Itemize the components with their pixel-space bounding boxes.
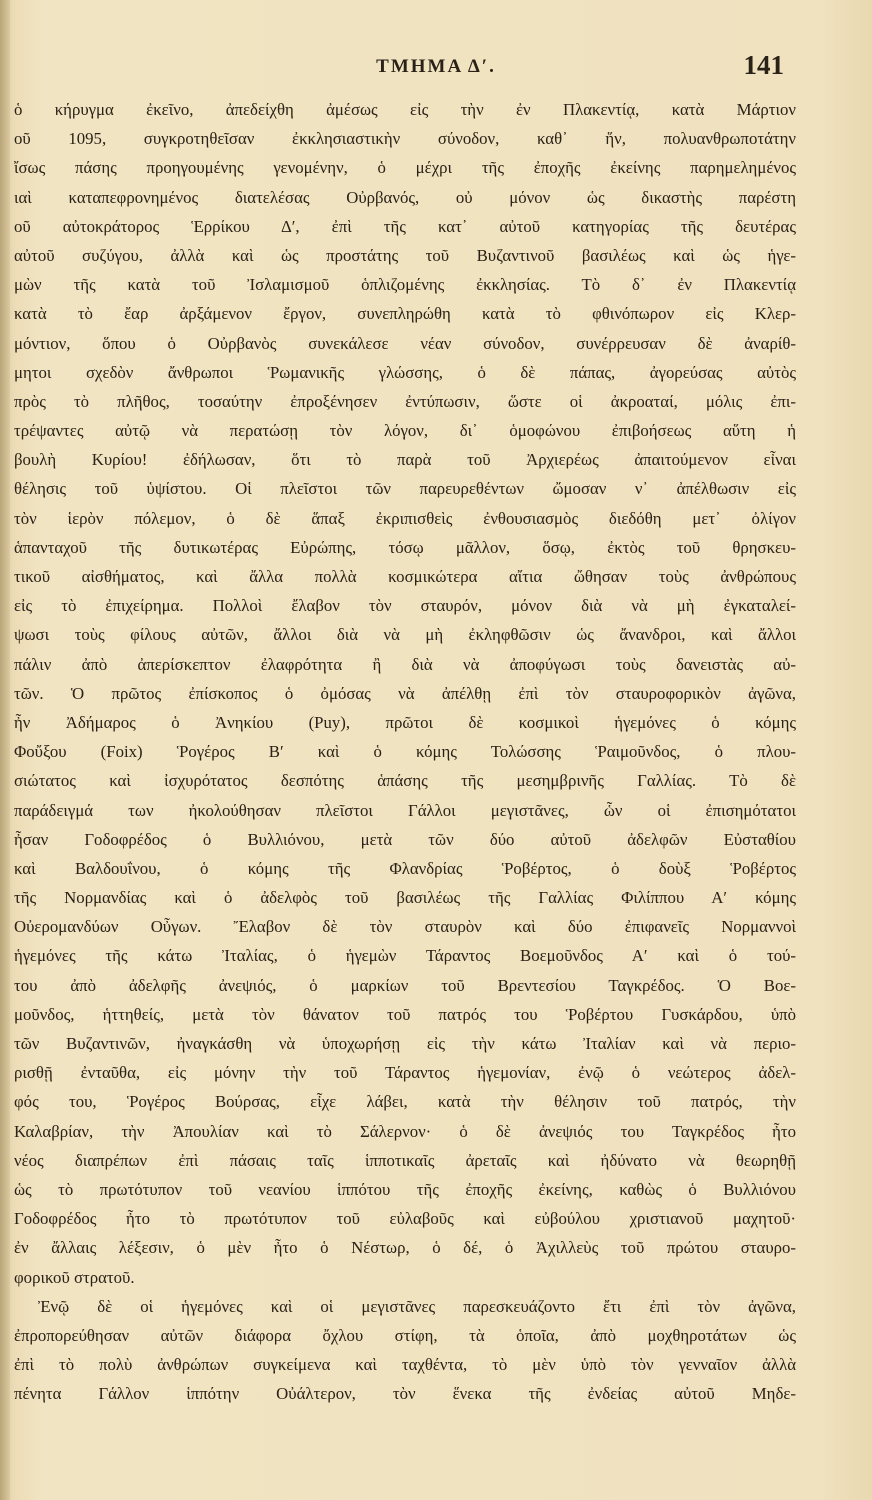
text-line: πρὸς τὸ πλῆθος, τοσαύτην ἐπροξένησεν ἐντύπωσιν, ὥστε οἱ ἀκροαταί, μόλις ἐπι- [14,391,796,411]
text-line: Οὐερομανδύων Οὖγων. Ἔλαβον δὲ τὸν σταυρὸν καὶ δύο ἐπιφανεῖς Νορμαννοὶ [14,917,796,937]
text-line: μητοι σχεδὸν ἄνθρωποι Ῥωμανικῆς γλώσσης, ὁ δὲ πάπας, ἀγορεύσας αὐτὸς [14,362,796,382]
text-line: τικοῦ αἰσθήματος, καὶ ἄλλα πολλὰ κοσμικώτερα αἴτια ὤθησαν τοὺς ἀνθρώπους [14,567,796,586]
text-line: εἰς τὸ ἐπιχείρημα. Πολλοὶ ἔλαβον τὸν σταυρόν, μόνον διὰ νὰ μὴ ἐγκαταλεί- [14,596,796,616]
text-line: οῦ 1095, συγκροτηθεῖσαν ἐκκλησιαστικὴν σύνοδον, καθ᾽ ἥν, πολυανθρωποτάτην [14,129,796,149]
text-line: νέος διαπρέπων ἐπὶ πάσαις ταῖς ἱπποτικαῖς ἀρεταῖς καὶ ἠδύνατο νὰ θεωρηθῇ [14,1150,796,1170]
text-line: αὐτοῦ συζύγου, ἀλλὰ καὶ ὡς προστάτης τοῦ Βυζαντινοῦ βασιλέως καὶ ὡς ἡγε- [14,245,796,265]
page-header [0,50,872,84]
page-number: 141 [743,50,784,80]
text-line: τὸν ἱερὸν πόλεμον, ὁ δὲ ἅπαξ ἐκριπισθεὶς ἐνθουσιασμὸς διεδόθη μετ᾽ ὀλίγον [14,508,796,528]
text-line: ἐπροπορεύθησαν αὐτῶν διάφορα ὄχλου στίφη, τὰ ὁποῖα, ἀπὸ μοχθηροτάτων ὡς [14,1325,796,1345]
text-line: παράδειγμά των ἠκολούθησαν πλεῖστοι Γάλλοι μεγιστᾶνες, ὧν οἱ ἐπισημότατοι [14,800,796,820]
text-line: ρισθῇ ἐνταῦθα, εἰς μόνην τὴν τοῦ Τάραντος ἡγεμονίαν, ἐνῷ ὁ νεώτερος ἀδελ- [14,1063,796,1083]
text-line: ἦν Ἀδήμαρος ὁ Ἀνηκίου (Puy), πρῶτοι δὲ κοσμικοὶ ἡγεμόνες ὁ κόμης [14,712,796,732]
text-line: Ἐνῷ δὲ οἱ ἡγεμόνες καὶ οἱ μεγιστᾶνες παρεσκευάζοντο ἔτι ἐπὶ τὸν ἀγῶνα, [38,1296,796,1316]
text-line: φός του, Ῥογέρος Βούρσας, εἶχε λάβει, κατὰ τὴν θέλησιν τοῦ πατρός, τὴν [14,1092,796,1112]
text-line: ἐπὶ τὸ πολὺ ἀνθρώπων συγκείμενα καὶ ταχθέντα, τὸ μὲν ὑπὸ τὸν γενναῖον ἀλλὰ [14,1355,796,1375]
text-line: πένητα Γάλλον ἱππότην Οὐάλτερον, τὸν ἕνεκα τῆς ἐνδείας αὐτοῦ Μηδε- [14,1384,796,1404]
text-line: τῆς Νορμανδίας καὶ ὁ ἀδελφὸς τοῦ βασιλέως τῆς Γαλλίας Φιλίππου Αʹ κόμης [14,888,796,908]
text-line: μοῦνδος, ἡττηθείς, μετὰ τὸν θάνατον τοῦ πατρός του Ῥοβέρτου Γυσκάρδου, ὑπὸ [14,1004,796,1024]
text-line: μὼν τῆς κατὰ τοῦ Ἰσλαμισμοῦ ὁπλιζομένης ἐκκλησίας. Τὸ δ᾽ ἐν Πλακεντίᾳ [14,275,796,295]
text-line: σιώτατος καὶ ἰσχυρότατος δεσπότης ἁπάσης τῆς μεσημβρινῆς Γαλλίας. Τὸ δὲ [14,771,796,791]
text-line: ἁπανταχοῦ τῆς δυτικωτέρας Εὐρώπης, τόσῳ μᾶλλον, ὅσῳ, ἐκτὸς τοῦ θρησκευ- [14,537,796,557]
text-line: του ἀπὸ ἀδελφῆς ἀνεψιός, ὁ μαρκίων τοῦ Βρεντεσίου Ταγκρέδος. Ὁ Βοε- [14,975,796,995]
text-line: οῦ αὐτοκράτορος Ἑρρίκου Δʹ, ἐπὶ τῆς κατ᾽ αὐτοῦ κατηγορίας τῆς δευτέρας [14,216,796,236]
text-line: ιαὶ καταπεφρονημένος διατελέσας Οὐρβανός, οὐ μόνον ὡς δικαστὴς παρέστη [14,187,796,207]
text-line: Φοὔξου (Foix) Ῥογέρος Βʹ καὶ ὁ κόμης Τολώσσης Ῥαιμοῦνδος, ὁ πλου- [14,742,796,762]
text-line: πάλιν ἀπὸ ἀπερίσκεπτον ἐλαφρότητα ἢ διὰ νὰ ἀποφύγωσι τοὺς δανειστὰς αὐ- [14,654,796,674]
text-line: ὁ κήρυγμα ἐκεῖνο, ἀπεδείχθη ἀμέσως εἰς τὴν ἐν Πλακεντίᾳ, κατὰ Μάρτιον [14,100,796,119]
text-line: ἡγεμόνες τῆς κάτω Ἰταλίας, ὁ ἡγεμὼν Τάραντος Βοεμοῦνδος Αʹ καὶ ὁ τού- [14,946,796,966]
text-line: φορικοῦ στρατοῦ. [14,1267,135,1287]
text-line: ἦσαν Γοδοφρέδος ὁ Βυλλιόνου, μετὰ τῶν δύο αὐτοῦ ἀδελφῶν Εὐσταθίου [14,829,796,849]
text-line: ἴσως πάσης προηγουμένης γενομένην, ὁ μέχρι τῆς ἐποχῆς ἐκείνης παρημελημένος [14,158,796,178]
page-spine-shadow [0,0,10,1500]
running-title: ΤΜΗΜΑ Δʹ. [376,56,496,77]
text-line: κατὰ τὸ ἔαρ ἀρξάμενον ἔργον, συνεπληρώθη κατὰ τὸ φθινόπωρον εἰς Κλερ- [14,304,796,324]
text-line: ὡς τὸ πρωτότυπον τοῦ νεανίου ἱππότου τῆς ἐποχῆς ἐκείνης, καθὼς ὁ Βυλλιόνου [14,1179,796,1199]
text-line: ψωσι τοὺς φίλους αὐτῶν, ἄλλοι διὰ νὰ μὴ ἐκληφθῶσιν ὡς ἄνανδροι, καὶ ἄλλοι [14,625,796,645]
text-line: βουλὴ Κυρίου! ἐδήλωσαν, ὅτι τὸ παρὰ τοῦ Ἀρχιερέως ἀπαιτούμενον εἶναι [14,450,796,470]
text-line: μόντιον, ὅπου ὁ Οὐρβανὸς συνεκάλεσε νέαν σύνοδον, συνέρρευσαν δὲ ἀναρίθ- [14,333,796,353]
body-text [14,95,796,1408]
text-line: Καλαβρίαν, τὴν Ἀπουλίαν καὶ τὸ Σάλερνον· ὁ δὲ ἀνεψιός του Ταγκρέδος ἦτο [14,1121,796,1141]
text-line: τῶν. Ὁ πρῶτος ἐπίσκοπος ὁ ὀμόσας νὰ ἀπέλθῃ ἐπὶ τὸν σταυροφορικὸν ἀγῶνα, [14,683,796,703]
text-line: καὶ Βαλδουΐνου, ὁ κόμης τῆς Φλανδρίας Ῥοβέρτος, ὁ δοὺξ Ῥοβέρτος [14,858,796,878]
text-line: ἐν ἄλλαις λέξεσιν, ὁ μὲν ἦτο ὁ Νέστωρ, ὁ δέ, ὁ Ἀχιλλεὺς τοῦ πρώτου σταυρο- [14,1238,796,1258]
text-line: θέλησις τοῦ ὑψίστου. Οἱ πλεῖστοι τῶν παρευρεθέντων ὤμοσαν ν᾽ ἀπέλθωσιν εἰς [14,479,796,499]
text-line: τῶν Βυζαντινῶν, ἠναγκάσθη νὰ ὑποχωρήσῃ εἰς τὴν κάτω Ἰταλίαν καὶ νὰ περιο- [14,1034,796,1053]
text-line: τρέψαντες αὐτῷ νὰ περατώσῃ τὸν λόγον, δι᾽ ὁμοφώνου ἐπιβοήσεως αὕτη ἡ [14,421,796,441]
text-line: Γοδοφρέδος ἦτο τὸ πρωτότυπον τοῦ εὐλαβοῦς καὶ εὐβούλου χριστιανοῦ μαχητοῦ· [14,1209,796,1229]
